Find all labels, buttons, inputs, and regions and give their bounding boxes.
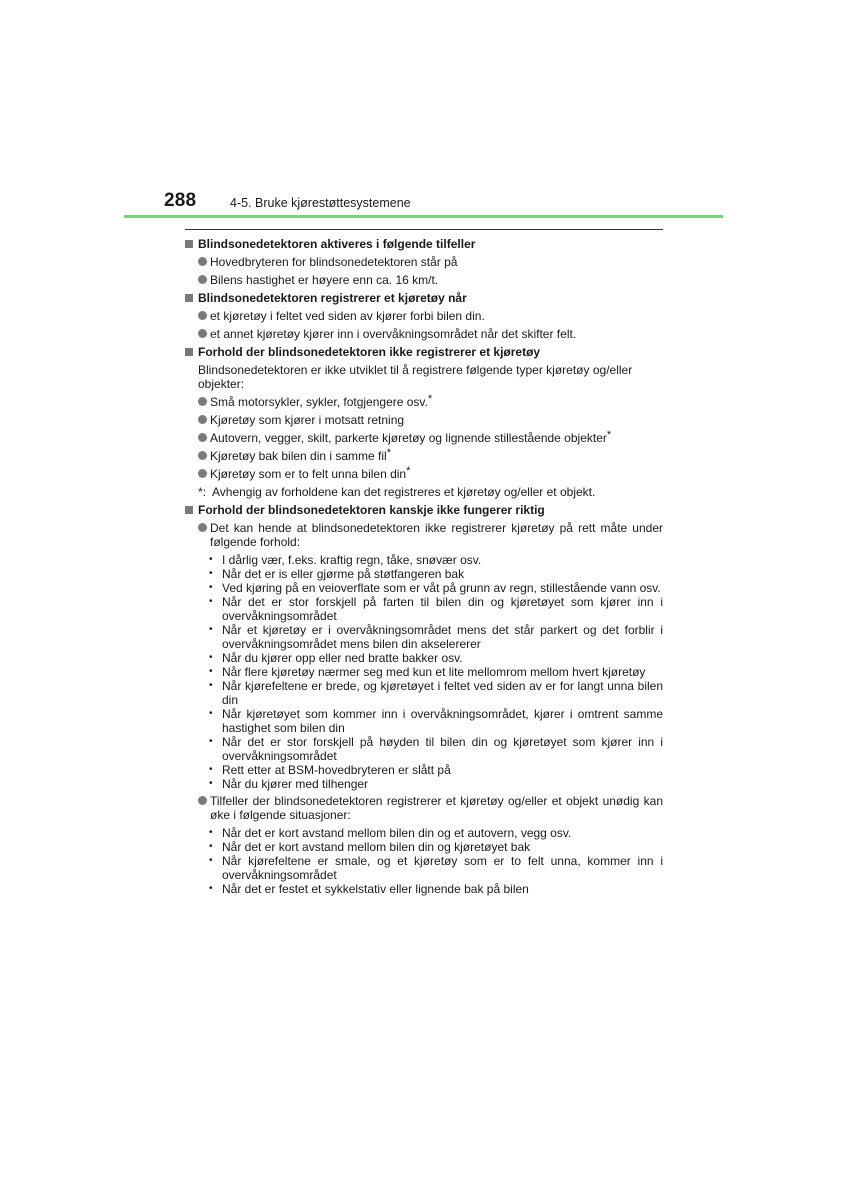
sub-item — [209, 735, 663, 763]
sub-item-text: Rett etter at BSM-hovedbryteren er slått på — [222, 763, 451, 777]
item-text: et kjøretøy i feltet ved siden av kjører forbi bilen din. — [210, 309, 485, 323]
section-intro: Blindsonedetektoren er ikke utviklet til å registrere følgende typer kjøretøy og/eller objekter: — [198, 363, 633, 391]
sub-bullet: • — [209, 841, 213, 852]
list-item — [198, 309, 663, 323]
sub-bullet: • — [209, 778, 213, 789]
sub-bullet: • — [209, 708, 213, 719]
sub-item — [209, 595, 663, 623]
sub-item-text: Når det er stor forskjell på farten til bilen din og kjøretøyet som kjører inn i overvåkningsområdet — [222, 595, 663, 623]
list-item — [198, 467, 663, 481]
item-text: Kjøretøy som er to felt unna bilen din — [210, 467, 407, 481]
sub-bullet: • — [209, 827, 213, 838]
sub-item — [209, 840, 663, 854]
sub-item-text: Når det er festet et sykkelstativ eller lignende bak på bilen — [222, 882, 529, 896]
section-heading — [185, 237, 663, 251]
section-not-detected — [185, 345, 663, 499]
section-activation — [185, 237, 663, 287]
sub-bullet: • — [209, 883, 213, 894]
sub-bullet: • — [209, 736, 213, 747]
round-bullet-icon — [198, 451, 207, 460]
list-item — [198, 521, 663, 549]
heading-text: Blindsonedetektoren aktiveres i følgende tilfeller — [198, 237, 476, 251]
round-bullet-icon — [198, 257, 207, 266]
square-bullet-icon — [185, 506, 193, 514]
sub-bullet: • — [209, 666, 213, 677]
sub-bullet: • — [209, 680, 213, 691]
sub-item-text: Når det er kort avstand mellom bilen din og et autovern, vegg osv. — [222, 826, 572, 840]
footnote-asterisk: * — [606, 429, 612, 441]
sub-bullet: • — [209, 582, 213, 593]
round-bullet-icon — [198, 311, 207, 320]
list-item — [198, 273, 663, 287]
item-text-wrap — [210, 431, 663, 445]
list-item — [198, 327, 663, 341]
item-text: Det kan hende at blindsonedetektoren ikke registrerer kjøretøy på rett måte under følgende forhold: — [210, 521, 663, 549]
section-detection — [185, 291, 663, 341]
section-heading — [185, 503, 663, 517]
sub-item — [209, 679, 663, 707]
sub-list — [209, 553, 663, 791]
round-bullet-icon — [198, 523, 207, 532]
sub-item — [209, 763, 663, 777]
section-malfunction — [185, 503, 663, 896]
item-text-wrap — [210, 449, 663, 463]
round-bullet-icon — [198, 415, 207, 424]
sub-item — [209, 581, 663, 595]
sub-item — [209, 553, 663, 567]
footnote-text: Avhengig av forholdene kan det registreres et kjøretøy og/eller et objekt. — [212, 485, 596, 499]
sub-item-text: Når kjøretøyet som kommer inn i overvåkningsområdet, kjører i omtrent samme hastighet som bilen din — [222, 707, 663, 735]
section-heading — [185, 345, 663, 359]
item-text: et annet kjøretøy kjører inn i overvåkningsområdet når det skifter felt. — [210, 327, 577, 341]
item-text: Autovern, vegger, skilt, parkerte kjøretøy og lignende stillestående objekter — [210, 431, 607, 445]
footnote-mark: *: — [198, 485, 207, 499]
sub-item-text: Når kjørefeltene er brede, og kjøretøyet i feltet ved siden av er for langt unna bilen din — [222, 679, 663, 707]
header-rule — [124, 215, 723, 218]
sub-bullet: • — [209, 764, 213, 775]
list-item — [198, 794, 663, 822]
list-item — [198, 413, 663, 427]
sub-item — [209, 826, 663, 840]
sub-item-text: Når du kjører opp eller ned bratte bakker osv. — [222, 651, 463, 665]
sub-item-text: Når det er is eller gjørme på støtfangeren bak — [222, 567, 465, 581]
sub-item-text: Når det er stor forskjell på høyden til bilen din og kjøretøyet som kjører inn i overvåkningsområdet — [222, 735, 663, 763]
item-text: Bilens hastighet er høyere enn ca. 16 km/t. — [210, 273, 439, 287]
sub-bullet: • — [209, 652, 213, 663]
item-text-wrap — [210, 395, 663, 409]
sub-item-text: Når det er kort avstand mellom bilen din og kjøretøyet bak — [222, 840, 531, 854]
item-text: Små motorsykler, sykler, fotgjengere osv. — [210, 395, 428, 409]
sub-bullet: • — [209, 568, 213, 579]
list-item — [198, 449, 663, 463]
footnote-asterisk: * — [427, 393, 433, 405]
list-item — [198, 395, 663, 409]
square-bullet-icon — [185, 348, 193, 356]
round-bullet-icon — [198, 469, 207, 478]
footnote-asterisk: * — [386, 447, 392, 459]
square-bullet-icon — [185, 294, 193, 302]
sub-item — [209, 707, 663, 735]
sub-item-text: I dårlig vær, f.eks. kraftig regn, tåke, snøvær osv. — [222, 553, 482, 567]
sub-bullet: • — [209, 855, 213, 866]
sub-item — [209, 882, 663, 896]
round-bullet-icon — [198, 796, 207, 805]
round-bullet-icon — [198, 275, 207, 284]
sub-item-text: Når et kjøretøy er i overvåkningsområdet mens det står parkert og det forblir i overvåkningsområdet mens bilen din akselererer — [222, 623, 663, 651]
footnote — [198, 485, 663, 499]
square-bullet-icon — [185, 240, 193, 248]
round-bullet-icon — [198, 397, 207, 406]
content — [185, 229, 663, 900]
item-text: Kjøretøy som kjører i motsatt retning — [210, 413, 405, 427]
round-bullet-icon — [198, 329, 207, 338]
sub-list — [209, 826, 663, 896]
heading-text: Forhold der blindsonedetektoren ikke registrerer et kjøretøy — [198, 345, 541, 359]
sub-bullet: • — [209, 554, 213, 565]
item-text-wrap — [210, 467, 663, 481]
sub-item — [209, 567, 663, 581]
sub-item-text: Når flere kjøretøy nærmer seg med kun et lite mellomrom mellom hvert kjøretøy — [222, 665, 646, 679]
sub-item — [209, 665, 663, 679]
sub-bullet: • — [209, 624, 213, 635]
item-text: Kjøretøy bak bilen din i samme fil — [210, 449, 387, 463]
sub-item — [209, 777, 663, 791]
section-heading — [185, 291, 663, 305]
round-bullet-icon — [198, 433, 207, 442]
sub-item — [209, 623, 663, 651]
item-text: Tilfeller der blindsonedetektoren registrerer et kjøretøy og/eller et objekt unødig kan øke i følgende situasjoner: — [210, 794, 663, 822]
sub-item-text: Når du kjører med tilhenger — [222, 777, 369, 791]
heading-text: Forhold der blindsonedetektoren kanskje ikke fungerer riktig — [198, 503, 545, 517]
item-text: Hovedbryteren for blindsonedetektoren står på — [210, 255, 458, 269]
list-item — [198, 255, 663, 269]
sub-bullet: • — [209, 596, 213, 607]
sub-item-text: Når kjørefeltene er smale, og et kjøretøy som er to felt unna, kommer inn i overvåkningsområdet — [222, 854, 663, 882]
footnote-asterisk: * — [406, 465, 411, 477]
list-item — [198, 431, 663, 445]
page-number: 288 — [164, 190, 197, 211]
sub-item-text: Ved kjøring på en veioverflate som er våt på grunn av regn, stillestående vann osv. — [222, 581, 661, 595]
sub-item — [209, 651, 663, 665]
sub-item — [209, 854, 663, 882]
section-title: 4-5. Bruke kjørestøttesystemene — [230, 196, 411, 210]
heading-text: Blindsonedetektoren registrerer et kjøretøy når — [198, 291, 467, 305]
